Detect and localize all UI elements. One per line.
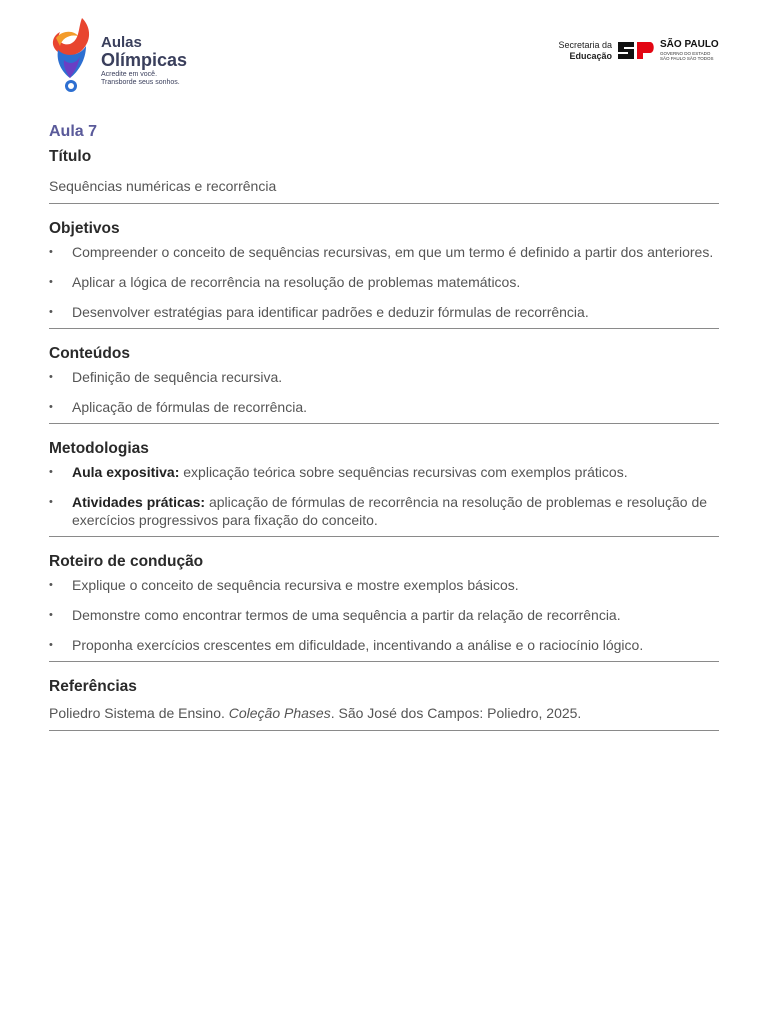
reference-author: Poliedro Sistema de Ensino. xyxy=(49,705,229,721)
list-item-text: aplicação de fórmulas de recorrência na resolução de problemas e resolução de exercícios progressivos para fixação do conceito. xyxy=(72,494,708,528)
reference-title: Coleção Phases xyxy=(228,705,331,721)
roteiro-list xyxy=(49,576,719,654)
divider xyxy=(49,730,719,731)
objetivos-list xyxy=(49,243,719,321)
lesson-plan xyxy=(49,122,719,731)
list-item-label: Atividades práticas: xyxy=(72,494,206,510)
reference-citation xyxy=(49,703,719,723)
list-item-label: Aula expositiva: xyxy=(72,464,180,480)
secretaria-line1: Secretaria da xyxy=(558,40,612,50)
conteudos-heading: Conteúdos xyxy=(49,345,130,362)
list-item: • Aula expositiva: explicação teórica sobre sequências recursivas com exemplos práticos. xyxy=(49,464,628,480)
list-item: • Compreender o conceito de sequências recursivas, em que um termo é definido a partir dos anteriores. xyxy=(49,244,714,260)
conteudos-list xyxy=(49,368,719,416)
list-item-text: Desenvolver estratégias para identificar padrões e deduzir fórmulas de recorrência. xyxy=(72,304,589,320)
aulas-olimpicas-logo xyxy=(48,16,208,100)
flame-torch-icon xyxy=(48,16,98,98)
list-item: • Aplicar a lógica de recorrência na resolução de problemas matemáticos. xyxy=(49,274,521,290)
list-item: • Proponha exercícios crescentes em dificuldade, incentivando a análise e o raciocínio lógico. xyxy=(49,637,644,653)
government-logo xyxy=(550,38,720,64)
list-item-text: explicação teórica sobre sequências recursivas com exemplos práticos. xyxy=(179,464,628,480)
divider xyxy=(49,536,719,537)
lesson-number: Aula 7 xyxy=(49,123,98,140)
list-item-text: Proponha exercícios crescentes em dificuldade, incentivando a análise e o raciocínio lógico. xyxy=(72,637,644,653)
sao-paulo-label: SÃO PAULO xyxy=(660,39,719,50)
sp-mark-icon xyxy=(616,39,656,61)
reference-publisher: . São José dos Campos: Poliedro, 2025. xyxy=(330,705,582,721)
metodologias-heading: Metodologias xyxy=(49,440,149,457)
list-item-text: Aplicar a lógica de recorrência na resolução de problemas matemáticos. xyxy=(72,274,521,290)
secretaria-line2: Educação xyxy=(569,51,612,61)
governo-label: GOVERNO DO ESTADO xyxy=(660,51,711,56)
divider xyxy=(49,328,719,329)
referencias-heading: Referências xyxy=(49,678,137,695)
metodologias-list xyxy=(49,463,719,529)
divider xyxy=(49,661,719,662)
list-item: • Atividades práticas: aplicação de fórmulas de recorrência na resolução de problemas e resolução de exercícios progressivos para fixação do conceito. xyxy=(49,494,708,528)
list-item-text: Definição de sequência recursiva. xyxy=(72,369,283,385)
divider xyxy=(49,423,719,424)
brand-name-line2: Olímpicas xyxy=(101,50,188,70)
list-item-text: Compreender o conceito de sequências recursivas, em que um termo é definido a partir dos anteriores. xyxy=(72,244,714,260)
roteiro-heading: Roteiro de condução xyxy=(49,553,204,570)
list-item: • Demonstre como encontrar termos de uma sequência a partir da relação de recorrência. xyxy=(49,607,621,623)
divider xyxy=(49,203,719,204)
list-item-text: Aplicação de fórmulas de recorrência. xyxy=(72,399,308,415)
title-text: Sequências numéricas e recorrência xyxy=(49,178,277,194)
list-item: • Aplicação de fórmulas de recorrência. xyxy=(49,399,308,415)
list-item-text: Demonstre como encontrar termos de uma sequência a partir da relação de recorrência. xyxy=(72,607,621,623)
objetivos-heading: Objetivos xyxy=(49,220,120,237)
list-item-text: Explique o conceito de sequência recursiva e mostre exemplos básicos. xyxy=(72,577,519,593)
slogan-label: SÃO PAULO SÃO TODOS xyxy=(660,56,714,61)
list-item: • Explique o conceito de sequência recursiva e mostre exemplos básicos. xyxy=(49,577,519,593)
page-header xyxy=(0,0,768,110)
brand-name-line1: Aulas xyxy=(101,34,142,51)
brand-tagline-2: Transborde seus sonhos. xyxy=(101,79,180,86)
brand-tagline-1: Acredite em você. xyxy=(101,71,158,78)
list-item: • Desenvolver estratégias para identificar padrões e deduzir fórmulas de recorrência. xyxy=(49,304,589,320)
secretaria-label xyxy=(550,40,612,62)
list-item: • Definição de sequência recursiva. xyxy=(49,369,283,385)
title-heading: Título xyxy=(49,148,92,165)
